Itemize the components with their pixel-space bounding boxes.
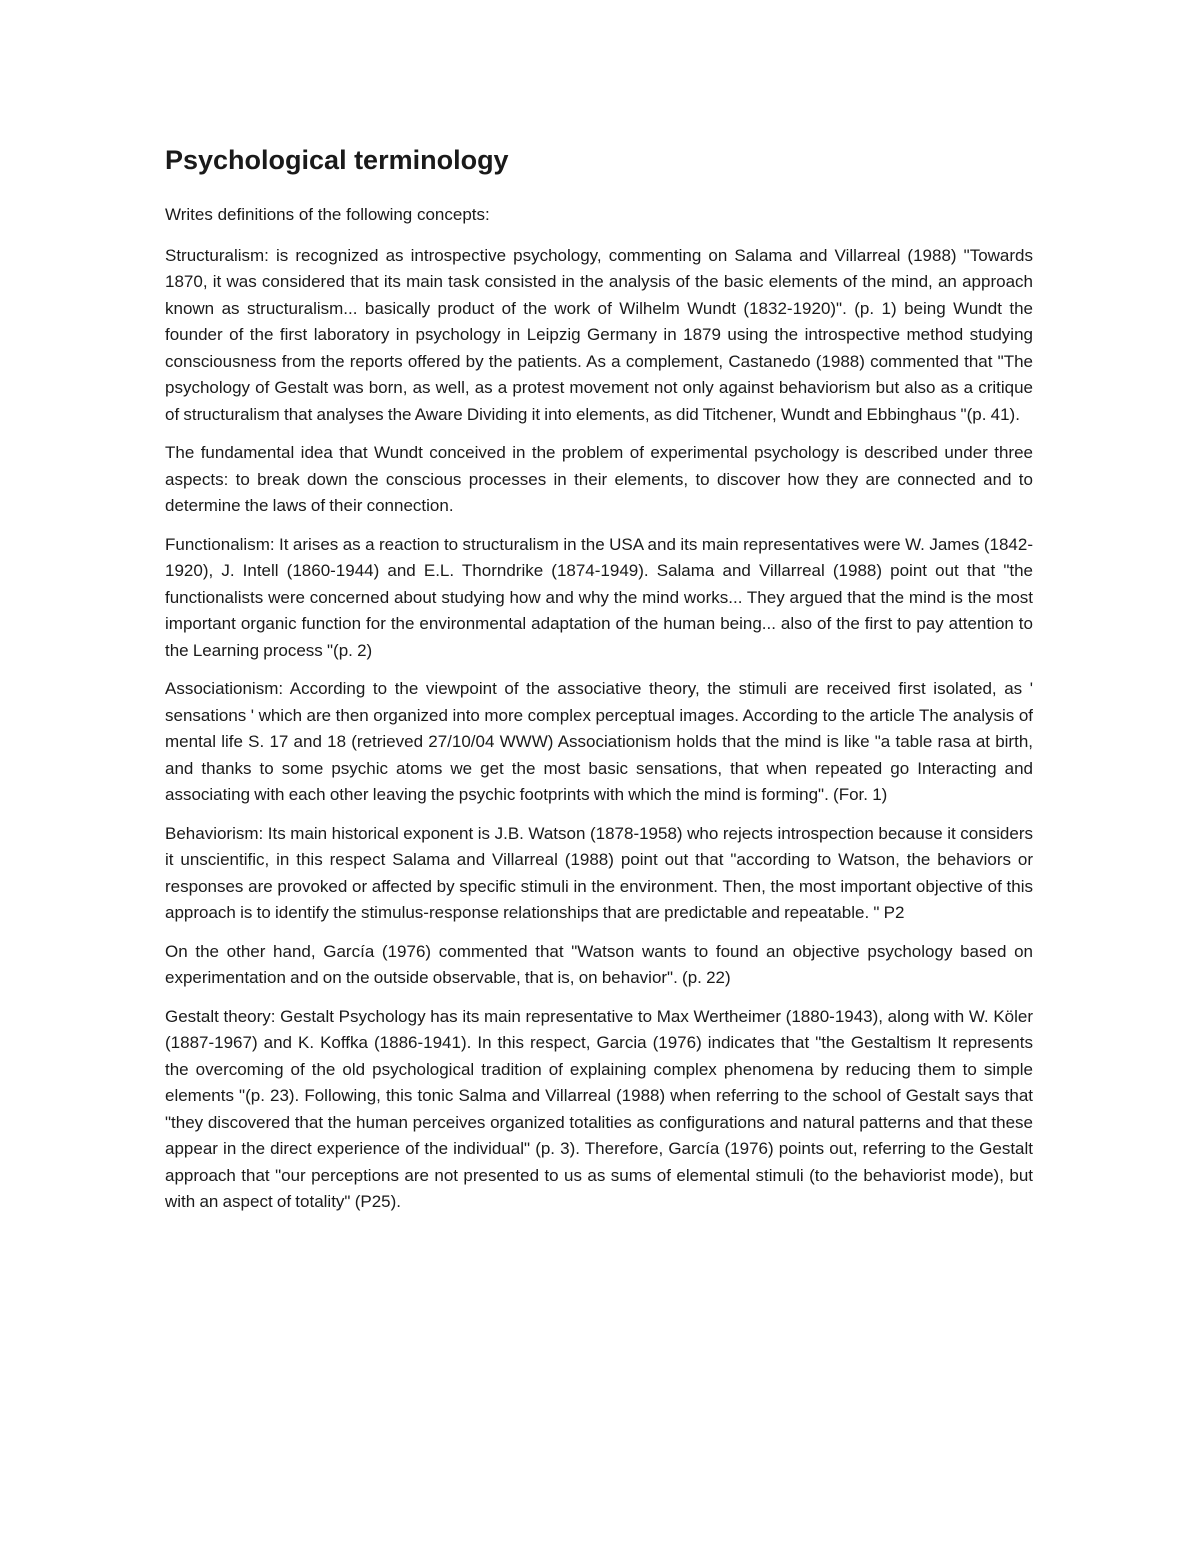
paragraph-associationism: Associationism: According to the viewpoint of the associative theory, the stimuli are received first isolated, as ' sensations ' which are then organized into more complex perceptual images. According to the article The analysis of mental life S. 17 and 18 (retrieved 27/10/04 WWW) Associationism holds that the mind is like "a table rasa at birth, and thanks to some psychic atoms we get the most basic sensations, that when repeated go Interacting and associating with each other leaving the psychic footprints with which the mind is forming". (For. 1) — [165, 679, 1033, 804]
paragraph-wundt-idea: The fundamental idea that Wundt conceived in the problem of experimental psychology is described under three aspects: to break down the conscious processes in their elements, to discover how they are connected and to determine the laws of their connection. — [165, 443, 1033, 515]
intro-line: Writes definitions of the following concepts: — [165, 205, 490, 224]
paragraph-gestalt-theory: Gestalt theory: Gestalt Psychology has its main representative to Max Wertheimer (1880-1943), along with W. Köler (1887-1967) and K. Koffka (1886-1941). In this respect, Garcia (1976) indicates that "the Gestaltism It represents the overcoming of the old psychological tradition of explaining complex phenomena by reducing them to simple elements "(p. 23). Following, this tonic Salma and Villarreal (1988) when referring to the school of Gestalt says that "they discovered that the human perceives organized totalities as configurations and natural patterns and that these appear in the direct experience of the individual" (p. 3). Therefore, García (1976) points out, referring to the Gestalt approach that "our perceptions are not presented to us as sums of elemental stimuli (to the behaviorist mode), but with an aspect of totality" (P25). — [165, 1006, 1033, 1211]
paragraph-structuralism: Structuralism: is recognized as introspective psychology, commenting on Salama and Villarreal (1988) "Towards 1870, it was considered that its main task consisted in the analysis of the basic elements of the mind, an approach known as structuralism... basically product of the work of Wilhelm Wundt (1832-1920)". (p. 1) being Wundt the founder of the first laboratory in psychology in Leipzig Germany in 1879 using the introspective method studying consciousness from the reports offered by the patients. As a complement, Castanedo (1988) commented that "The psychology of Gestalt was born, as well, as a protest movement not only against behaviorism but also as a critique of structuralism that analyses the Aware Dividing it into elements, as did Titchener, Wundt and Ebbinghaus "(p. 41). — [165, 245, 1033, 424]
paragraph-behaviorism: Behaviorism: Its main historical exponent is J.B. Watson (1878-1958) who rejects introspection because it considers it unscientific, in this respect Salama and Villarreal (1988) point out that "according to Watson, the behaviors or responses are provoked or affected by specific stimuli in the environment. Then, the most important objective of this approach is to identify the stimulus-response relationships that are predictable and repeatable. " P2 — [165, 823, 1033, 922]
paragraph-garcia-watson: On the other hand, García (1976) commented that "Watson wants to found an objective psychology based on experimentation and on the outside observable, that is, on behavior". (p. 22) — [165, 941, 1033, 987]
document-title: Psychological terminology — [165, 145, 509, 175]
paragraph-functionalism: Functionalism: It arises as a reaction to structuralism in the USA and its main representatives were W. James (1842-1920), J. Intell (1860-1944) and E.L. Thorndrike (1874-1949). Salama and Villarreal (1988) point out that "the functionalists were concerned about studying how and why the mind works... They argued that the mind is the most important organic function for the environmental adaptation of the human being... also of the first to pay attention to the Learning process "(p. 2) — [165, 534, 1033, 660]
document-body — [165, 140, 1033, 1228]
